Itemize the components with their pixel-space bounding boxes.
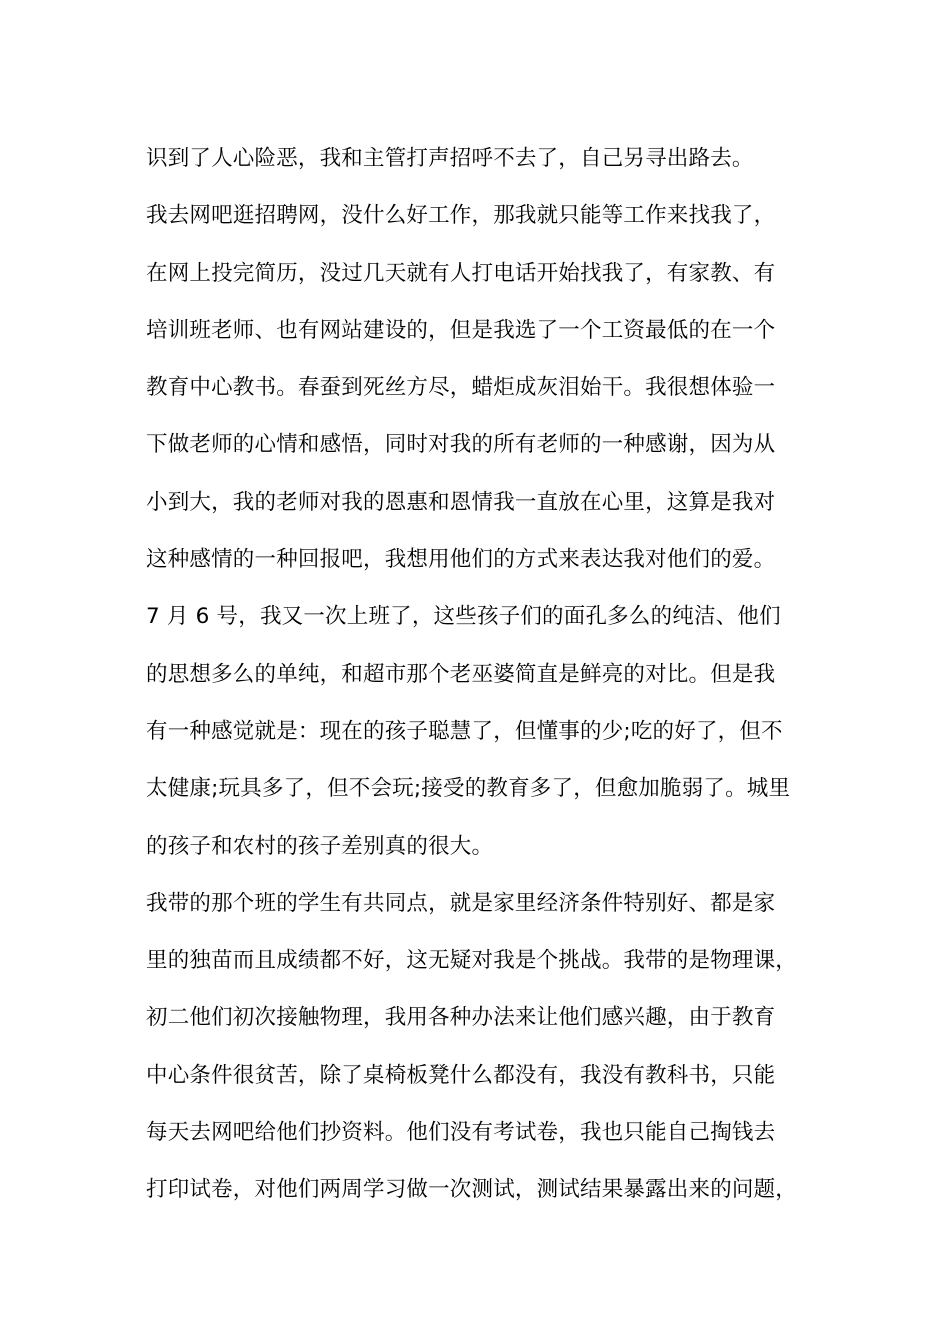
text-line: 我带的那个班的学生有共同点，就是家里经济条件特别好、都是家 bbox=[146, 890, 776, 916]
text-line: 中心条件很贫苦，除了桌椅板凳什么都没有，我没有教科书，只能 bbox=[146, 1062, 776, 1088]
text-line: 在网上投完简历，没过几天就有人打电话开始找我了，有家教、有 bbox=[146, 260, 776, 286]
text-line: 的孩子和农村的孩子差别真的很大。 bbox=[146, 833, 494, 859]
text-line: 7 月 6 号，我又一次上班了，这些孩子们的面孔多么的纯洁、他们 bbox=[146, 604, 781, 630]
text-line: 这种感情的一种回报吧，我想用他们的方式来表达我对他们的爱。 bbox=[146, 547, 776, 573]
text-line: 下做老师的心情和感悟，同时对我的所有老师的一种感谢，因为从 bbox=[146, 432, 776, 458]
text-line: 教育中心教书。春蚕到死丝方尽，蜡炬成灰泪始干。我很想体验一 bbox=[146, 375, 776, 401]
text-line: 有一种感觉就是：现在的孩子聪慧了，但懂事的少;吃的好了，但不 bbox=[146, 718, 783, 744]
text-line: 小到大，我的老师对我的恩惠和恩情我一直放在心里，这算是我对 bbox=[146, 489, 776, 515]
text-line: 太健康;玩具多了，但不会玩;接受的教育多了，但愈加脆弱了。城里 bbox=[146, 776, 791, 802]
text-line: 的思想多么的单纯，和超市那个老巫婆简直是鲜亮的对比。但是我 bbox=[146, 661, 776, 687]
text-line: 识到了人心险恶，我和主管打声招呼不去了，自己另寻出路去。 bbox=[146, 146, 754, 171]
body-text bbox=[146, 130, 826, 1219]
text-line: 培训班老师、也有网站建设的，但是我选了一个工资最低的在一个 bbox=[146, 317, 776, 343]
text-line: 里的独苗而且成绩都不好，这无疑对我是个挑战。我带的是物理课， bbox=[146, 948, 798, 974]
text-line: 我去网吧逛招聘网，没什么好工作，那我就只能等工作来找我了， bbox=[146, 203, 776, 229]
text-line: 初二他们初次接触物理，我用各种办法来让他们感兴趣，由于教育 bbox=[146, 1005, 776, 1031]
text-line: 打印试卷，对他们两周学习做一次测试，测试结果暴露出来的问题， bbox=[146, 1177, 798, 1203]
text-line: 每天去网吧给他们抄资料。他们没有考试卷，我也只能自己掏钱去 bbox=[146, 1120, 776, 1146]
